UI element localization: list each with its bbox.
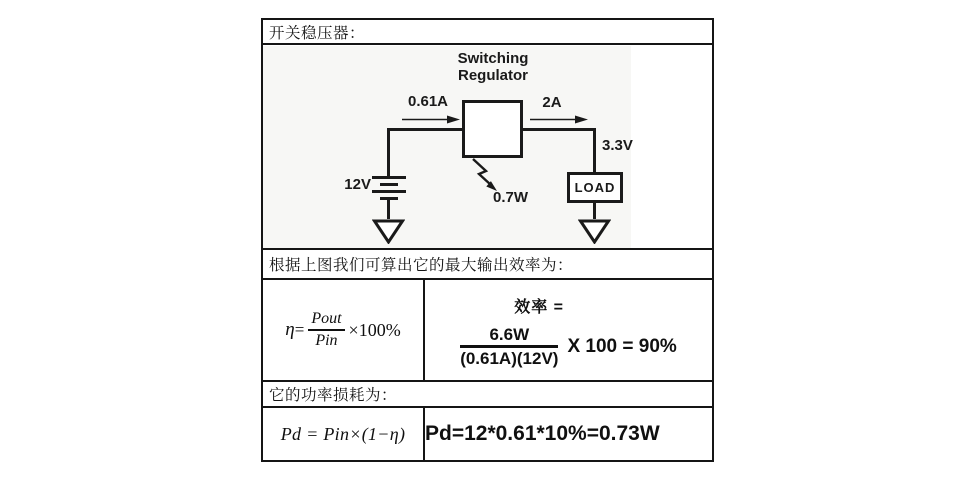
calc-denominator: (0.61A)(12V): [460, 348, 559, 368]
loss-formula: Pd = Pin×(1−η): [280, 423, 406, 444]
load-ground-icon: [578, 219, 611, 244]
eta-symbol: η: [285, 319, 295, 340]
efficiency-caption-row: [263, 250, 712, 280]
source-voltage-label: 12V: [344, 176, 371, 193]
wire-input-vertical: [387, 128, 390, 176]
battery-plate-long-2: [372, 190, 406, 193]
loss-row: [263, 408, 712, 460]
battery-ground-wire: [387, 199, 390, 219]
loss-caption: 它的功率损耗为：: [269, 387, 398, 404]
formula-suffix: ×100%: [348, 319, 401, 340]
loss-formula-cell: [263, 408, 425, 460]
load-ground-wire: [593, 203, 596, 219]
efficiency-formula-cell: [263, 280, 425, 380]
table-title: 开关稳压器：: [269, 24, 366, 42]
table-title-row: [263, 20, 712, 45]
efficiency-calc-expression: [460, 326, 677, 367]
calc-fraction: [460, 326, 558, 367]
regulator-box: [462, 100, 523, 158]
fraction-bar: [308, 329, 344, 331]
efficiency-calc-cell: [425, 280, 712, 380]
formula-denominator: Pin: [315, 332, 338, 349]
wire-output-vertical: [593, 128, 596, 172]
regulator-title-line2: Regulator: [457, 67, 528, 84]
power-loss-bolt-icon: [470, 158, 506, 192]
loss-calc: Pd=12*0.61*10%=0.73W: [425, 422, 660, 445]
efficiency-row: [263, 280, 712, 382]
calc-fraction-bar: [460, 345, 558, 347]
efficiency-caption: 根据上图我们可算出它的最大输出效率为：: [269, 257, 574, 274]
output-current-arrow-icon: [530, 115, 588, 124]
equals-sign: =: [294, 320, 305, 339]
content-table: [261, 18, 714, 462]
formula-fraction: [308, 310, 344, 350]
calc-numerator: 6.6W: [489, 325, 530, 345]
calc-result: X 100 = 90%: [567, 335, 677, 357]
input-current-arrow-icon: [402, 115, 460, 124]
battery-ground-icon: [372, 219, 405, 244]
regulator-title: [428, 50, 558, 84]
regulator-title-line1: Switching: [457, 50, 529, 67]
wire-output-horizontal: [523, 128, 596, 131]
efficiency-calc-label: 效率 =: [514, 299, 564, 317]
load-box: [567, 172, 623, 203]
efficiency-calc-block: [460, 294, 677, 367]
output-current-label: 2A: [542, 94, 562, 111]
dissipation-label: 0.7W: [493, 189, 529, 206]
loss-calc-cell: [425, 408, 718, 460]
battery-plate-short-1: [380, 183, 398, 186]
output-voltage-label: 3.3V: [602, 137, 633, 154]
circuit-diagram: [263, 45, 712, 250]
formula-numerator: Pout: [311, 310, 342, 327]
wire-input-horizontal: [387, 128, 465, 131]
loss-caption-row: [263, 382, 712, 408]
battery-plate-long-1: [372, 176, 406, 179]
load-label: LOAD: [574, 180, 616, 195]
input-current-label: 0.61A: [407, 93, 449, 110]
